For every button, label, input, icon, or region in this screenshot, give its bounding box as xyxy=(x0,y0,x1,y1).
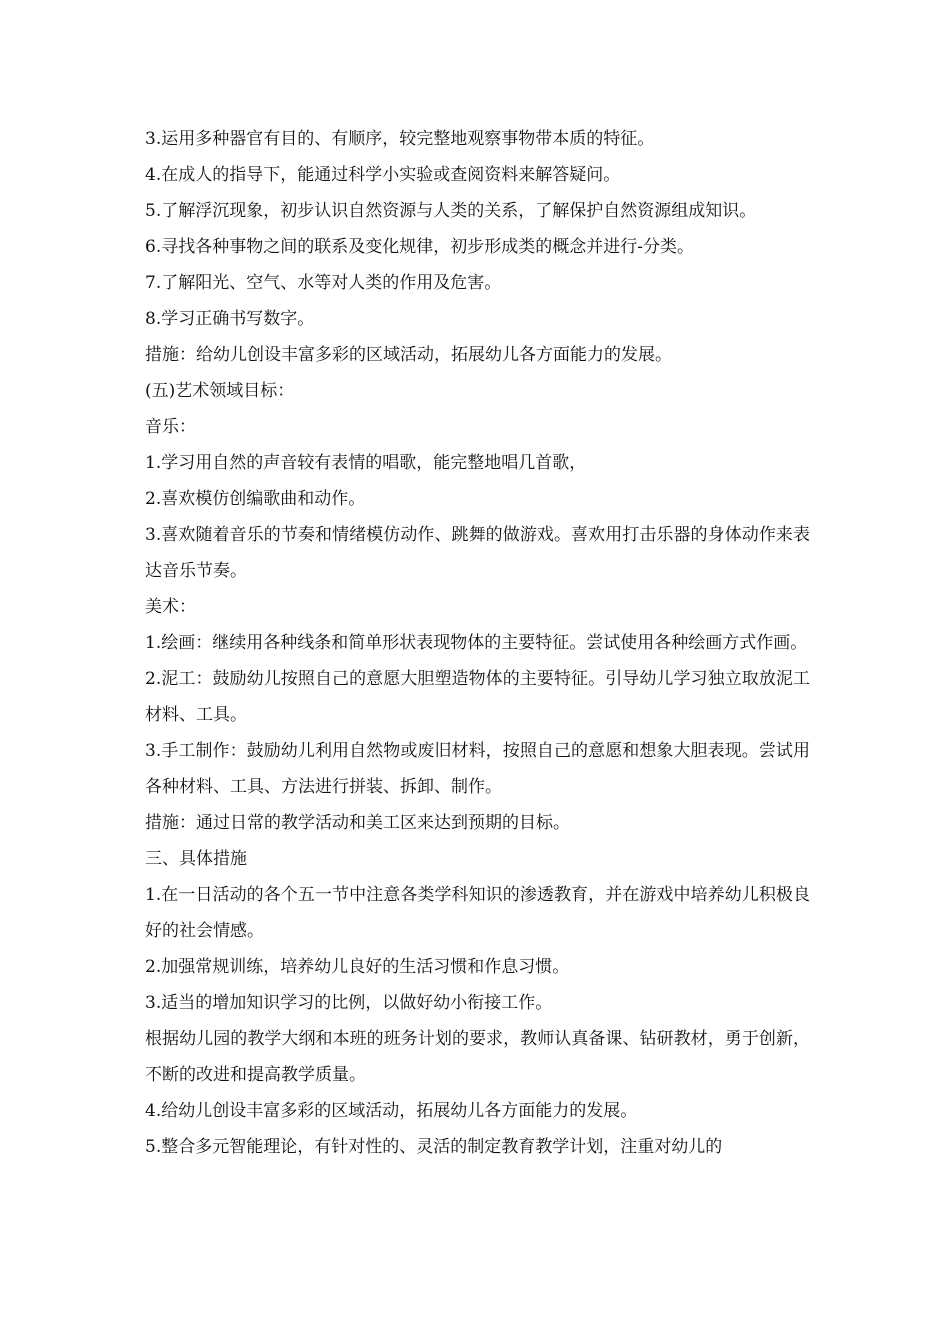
paragraph-science-goal-7: 7.了解阳光、空气、水等对人类的作用及危害。 xyxy=(145,273,502,293)
heading-specific-measures: 三、具体措施 xyxy=(145,849,247,869)
subheading-fine-arts: 美术： xyxy=(145,597,196,617)
paragraph-measure-2: 2.加强常规训练，培养幼儿良好的生活习惯和作息习惯。 xyxy=(145,957,570,977)
paragraph-art-handcraft: 3.手工制作：鼓励幼儿利用自然物或废旧材料，按照自己的意愿和想象大胆表现。尝试用各种材料、工具、方法进行拼装、拆卸、制作。 xyxy=(145,741,810,797)
paragraph-music-goal-2: 2.喜欢模仿创编歌曲和动作。 xyxy=(145,489,366,509)
paragraph-music-goal-1: 1.学习用自然的声音较有表情的唱歌，能完整地唱几首歌， xyxy=(145,453,587,473)
paragraph-science-goal-6: 6.寻找各种事物之间的联系及变化规律，初步形成类的概念并进行-分类。 xyxy=(145,237,694,257)
subheading-music: 音乐： xyxy=(145,417,196,437)
paragraph-art-painting: 1.绘画：继续用各种线条和简单形状表现物体的主要特征。尝试使用各种绘画方式作画。 xyxy=(145,633,808,653)
paragraph-science-goal-4: 4.在成人的指导下，能通过科学小实验或查阅资料来解答疑问。 xyxy=(145,165,621,185)
paragraph-science-goal-5: 5.了解浮沉现象，初步认识自然资源与人类的关系，了解保护自然资源组成知识。 xyxy=(145,201,757,221)
paragraph-science-measures: 措施：给幼儿创设丰富多彩的区域活动，拓展幼儿各方面能力的发展。 xyxy=(145,345,672,365)
paragraph-music-goal-3: 3.喜欢随着音乐的节奏和情绪模仿动作、跳舞的做游戏。喜欢用打击乐器的身体动作来表达音乐节奏。 xyxy=(145,525,810,581)
paragraph-science-goal-8: 8.学习正确书写数字。 xyxy=(145,309,315,329)
paragraph-teaching-plan: 根据幼儿园的教学大纲和本班的班务计划的要求，教师认真备课、钻研教材，勇于创新，不断的改进和提高教学质量。 xyxy=(145,1029,810,1085)
paragraph-measure-1: 1.在一日活动的各个五一节中注意各类学科知识的渗透教育，并在游戏中培养幼儿积极良好的社会情感。 xyxy=(145,885,810,941)
paragraph-measure-4: 4.给幼儿创设丰富多彩的区域活动，拓展幼儿各方面能力的发展。 xyxy=(145,1101,638,1121)
paragraph-art-measures: 措施：通过日常的教学活动和美工区来达到预期的目标。 xyxy=(145,813,570,833)
paragraph-measure-3: 3.适当的增加知识学习的比例，以做好幼小衔接工作。 xyxy=(145,993,553,1013)
paragraph-science-goal-3: 3.运用多种器官有目的、有顺序，较完整地观察事物带本质的特征。 xyxy=(145,129,655,149)
heading-art-goals: (五)艺术领域目标： xyxy=(145,381,295,401)
paragraph-measure-5: 5.整合多元智能理论，有针对性的、灵活的制定教育教学计划，注重对幼儿的 xyxy=(145,1137,723,1157)
paragraph-art-clay: 2.泥工：鼓励幼儿按照自己的意愿大胆塑造物体的主要特征。引导幼儿学习独立取放泥工材料、工具。 xyxy=(145,669,810,725)
document-body xyxy=(145,121,810,1165)
